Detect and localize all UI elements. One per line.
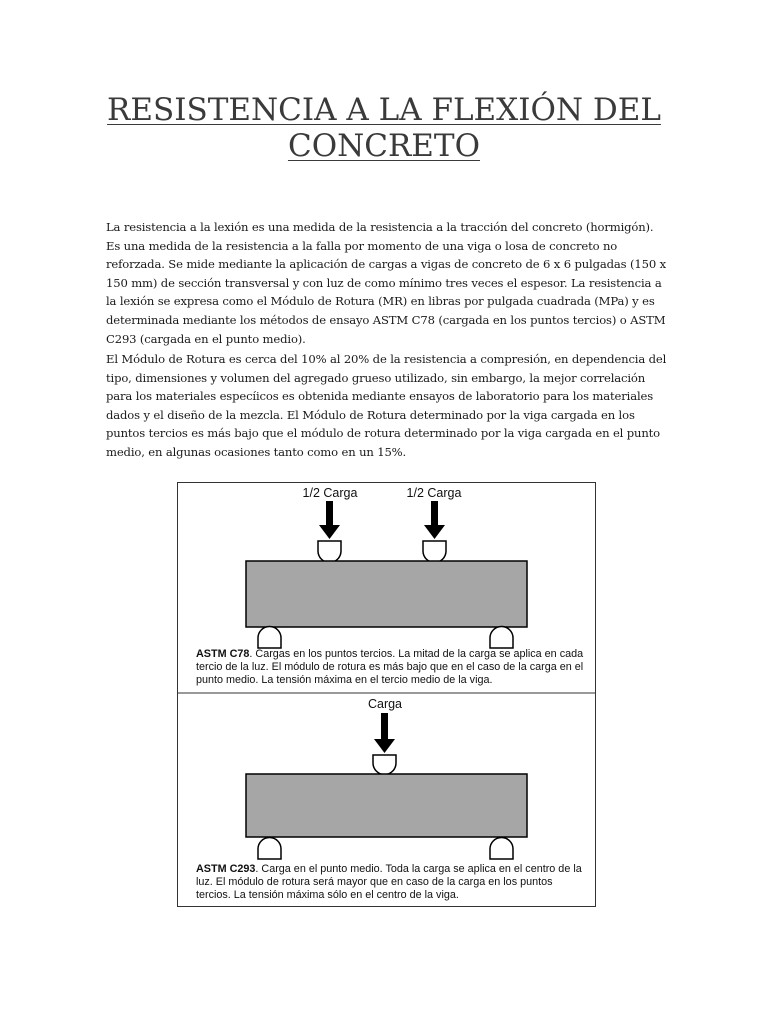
figure-drawing xyxy=(178,483,595,906)
panel-mid-point xyxy=(246,713,527,859)
caption-c293 xyxy=(196,863,586,902)
load-block-icon xyxy=(373,755,396,775)
caption-text: . Carga en el punto medio. Toda la carga se aplica en el centro de la luz. El módulo de rotura será mayor que en caso de la carga en los puntos tercios. La tensión máxima sólo en el centro de la viga. xyxy=(196,863,582,901)
support-icon xyxy=(490,627,513,649)
beam xyxy=(246,561,527,627)
support-icon xyxy=(490,838,513,860)
caption-text: . Cargas en los puntos tercios. La mitad de la carga se aplica en cada tercio de la luz. El módulo de rotura es más bajo que en el caso de la carga en el punto medio. La tensión máxima en el tercio medio de la viga. xyxy=(196,648,584,686)
document-title: RESISTENCIA A LA FLEXIÓN DEL CONCRETO xyxy=(107,92,661,164)
load-label-left: 1/2 Carga xyxy=(302,486,358,500)
load-block-icon xyxy=(318,541,341,563)
flexural-test-figure xyxy=(177,482,596,907)
load-label-center: Carga xyxy=(367,697,403,711)
arrow-icon xyxy=(319,501,340,539)
support-icon xyxy=(258,838,281,860)
beam xyxy=(246,774,527,837)
load-label-right: 1/2 Carga xyxy=(406,486,462,500)
caption-c78 xyxy=(196,648,586,687)
arrow-icon xyxy=(374,713,395,753)
panel-third-point xyxy=(246,501,527,648)
caption-code: ASTM C78 xyxy=(196,648,250,660)
load-block-icon xyxy=(423,541,446,563)
support-icon xyxy=(258,627,281,649)
arrow-icon xyxy=(424,501,445,539)
paragraph-1: La resistencia a la lexión es una medida de la resistencia a la tracción del concreto (hormigón). Es una medida de la resistencia a la falla por momento de una viga o losa de concreto no reforzada. Se mide mediante la aplicación de cargas a vigas de concreto de 6 x 6 pulgadas (150 x 150 mm) de sección transversal y con luz de como mínimo tres veces el espesor. La resistencia a la lexión se expresa como el Módulo de Rotura (MR) en libras por pulgada cuadrada (MPa) y es determinada mediante los métodos de ensayo ASTM C78 (cargada en los puntos tercios) o ASTM C293 (cargada en el punto medio). xyxy=(106,220,666,346)
caption-code: ASTM C293 xyxy=(196,863,256,875)
paragraph-2: El Módulo de Rotura es cerca del 10% al 20% de la resistencia a compresión, en dependencia del tipo, dimensiones y volumen del agregado grueso utilizado, sin embargo, la mejor correlación para los materiales especíicos es obtenida mediante ensayos de laboratorio para los materiales dados y el diseño de la mezcla. El Módulo de Rotura determinado por la viga cargada en los puntos tercios es más bajo que el módulo de rotura determinado por la viga cargada en el punto medio, en algunas ocasiones tanto como en un 15%. xyxy=(106,352,667,459)
